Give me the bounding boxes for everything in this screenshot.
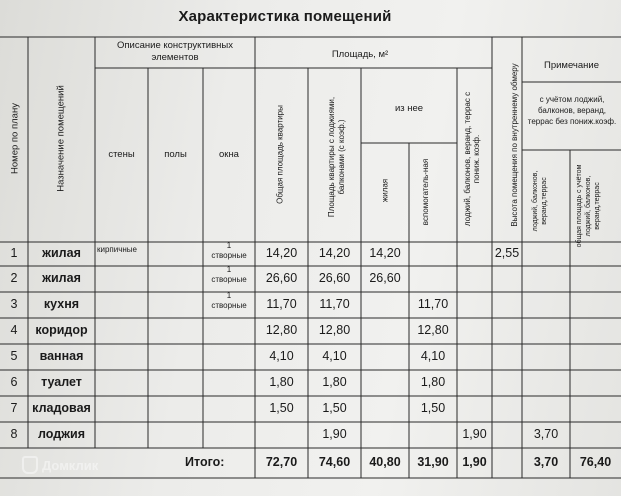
cell-window-count: 1 [226,241,232,250]
cell-no: 8 [10,427,18,441]
cell-with-loggia: 12,80 [318,323,351,337]
header-room-name: Назначение помещений [55,85,67,192]
watermark-text: Домклик [42,457,99,473]
cell-total: 14,20 [265,246,298,260]
cell-total: 11,70 [266,297,297,311]
totals-with-loggia: 74,60 [318,455,351,469]
header-area: Площадь, м² [331,49,389,60]
cell-no: 2 [10,271,18,285]
cell-no: 4 [10,323,18,337]
header-living: жилая [380,178,390,203]
cell-window-count: 1 [226,291,232,300]
totals-total: 72,70 [265,455,298,469]
page-title: Характеристика помещений [178,8,392,25]
header-loggias: лоджий, балконов, веранд, террас с пониж. коэф. [463,91,481,227]
totals-living: 40,80 [369,455,401,469]
cell-height: 2,55 [494,246,520,260]
cell-total: 26,60 [265,271,298,285]
header-note-a: лоджий, балконов, веранд,террас [532,170,548,232]
cell-with-loggia: 1,50 [322,401,347,415]
cell-window-count: 1 [226,265,232,274]
header-height: Высота помещения по внутреннему обмеру [510,63,519,227]
cell-window-type: створные [211,251,247,260]
house-icon [22,456,38,474]
header-note-sub: с учётом лоджий, балконов, веранд, террас без пониж.коэф. [527,95,617,126]
cell-with-loggia: 11,70 [319,297,350,311]
header-windows: окна [219,149,239,160]
cell-no: 1 [10,246,18,260]
cell-aux: 4,10 [420,349,446,363]
totals-loggia: 1,90 [462,455,487,469]
cell-total: 12,80 [265,323,298,337]
watermark-logo [22,456,98,474]
cell-with-loggia: 14,20 [318,246,351,260]
cell-no: 6 [10,375,18,389]
cell-aux: 1,80 [420,375,446,389]
cell-no: 3 [10,297,18,311]
header-of-which: из нее [394,103,424,114]
cell-total: 4,10 [269,349,294,363]
header-note-b: общая площадь с учётом лоджий, балконов, веранд,террас [576,164,601,248]
cell-walls: кирпичные [97,245,138,254]
cell-aux: 12,80 [417,323,449,337]
cell-name: жилая [42,271,81,285]
cell-loggia: 1,90 [462,427,487,441]
cell-no: 7 [10,401,18,415]
totals-note-b: 76,40 [579,455,612,469]
cell-name: лоджия [37,427,86,441]
cell-living: 14,20 [369,246,401,260]
cell-with-loggia: 26,60 [318,271,351,285]
cell-total: 1,50 [269,401,294,415]
totals-aux: 31,90 [417,455,449,469]
header-note: Примечание [544,60,599,71]
cell-no: 5 [10,349,18,363]
header-area-loggias: Площадь квартиры с лоджиями, балконами (с коэф.) [327,96,346,218]
cell-note-a: 3,70 [533,427,559,441]
cell-name: коридор [35,323,88,337]
header-auxiliary: вспомогатель-ная [421,158,430,226]
header-total-area: Общая площадь квартиры [275,105,285,204]
header-construct: Описание конструктивных элементов [117,40,233,63]
cell-name: кухня [43,297,80,311]
cell-window-type: створные [211,275,247,284]
cell-with-loggia: 1,90 [322,427,347,441]
cell-total: 1,80 [269,375,294,389]
cell-name: туалет [41,375,82,389]
header-number: Номер по плану [9,103,21,174]
cell-aux: 11,70 [417,297,449,311]
cell-aux: 1,50 [420,401,446,415]
header-floors: полы [164,149,187,160]
cell-living: 26,60 [369,271,401,285]
totals-note-a: 3,70 [533,455,559,469]
cell-window-type: створные [211,301,247,310]
totals-label: Итого: [185,455,225,469]
cell-with-loggia: 1,80 [322,375,347,389]
cell-name: кладовая [32,401,91,415]
header-walls: стены [108,149,135,160]
cell-name: жилая [42,246,81,260]
cell-with-loggia: 4,10 [322,349,347,363]
cell-name: ванная [39,349,84,363]
